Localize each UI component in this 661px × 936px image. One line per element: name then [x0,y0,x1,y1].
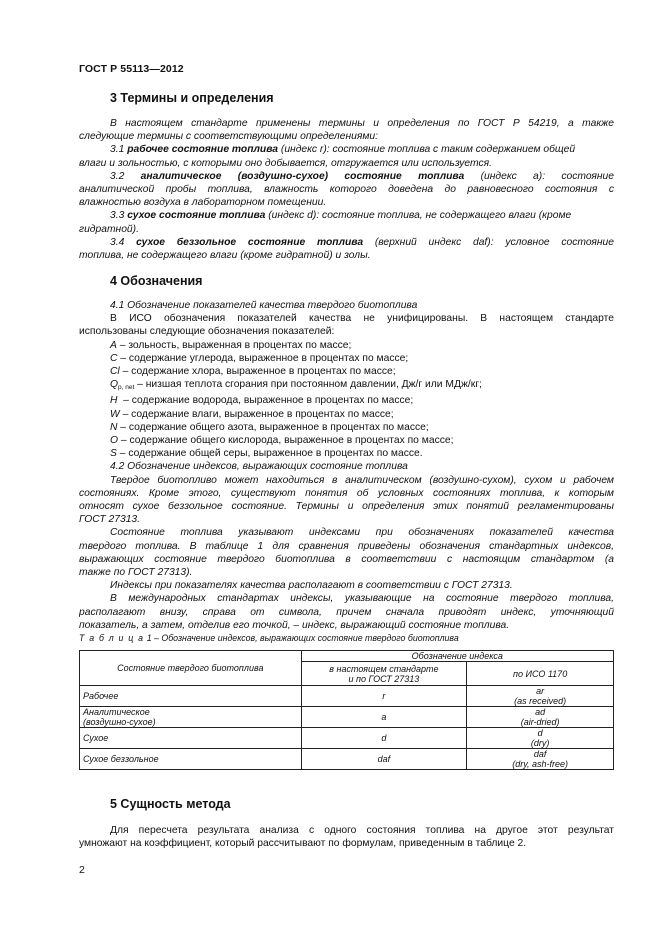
header-iso: по ИСО 1170 [467,662,614,686]
cell-iso-line: d [537,728,543,738]
symbol: Q [110,379,119,391]
subsection-4-2: 4.2 Обозначение индексов, выражающих состояние топлива [110,461,408,473]
term-text: (индекс a): состояние [480,170,614,182]
table-row [80,749,614,770]
header-gost [301,662,467,686]
text-line: выражающих состояние твердого биотоплива в соответствии с настоящим стандартом (а [79,553,614,565]
term-text: (индекс r): состояние топлива с таким содержанием общей [280,144,576,156]
cell-iso-line: ar [536,686,545,696]
cell-iso-line: daf [533,749,547,759]
text-line: умножают на коэффициент, который рассчитывают по формулам, приведенным в таблице 2. [79,838,527,850]
symbol-item [79,421,614,434]
header-index-group: Обозначение индекса [301,651,613,662]
symbol-description: – содержание влаги, выраженное в процентах по массе; [119,408,394,420]
cell-state [80,749,302,770]
table-row [80,728,614,749]
page-number: 2 [79,864,85,876]
symbol-item [79,394,614,407]
symbol-description: – содержание хлора, выраженное в процентах по массе; [119,366,396,378]
symbol-item [79,352,614,365]
symbol-item [79,447,614,460]
cell-iso-line: (air-dried) [520,717,560,727]
symbol-description: – низшая теплота сгорания при постоянном давлении, Дж/г или МДж/кг; [134,379,482,391]
term-number: 3.4 [110,236,125,248]
section-4-body [79,299,614,632]
symbol: O [110,435,119,447]
symbol-item [79,365,614,378]
cell-state-line: Аналитическое [83,707,150,717]
symbol: C [110,352,118,364]
text-line: Индексы при показателях качества располагают в соответствии с ГОСТ 27313. [110,580,513,592]
term-name: аналитическое (воздушно-сухое) состояние топлива [140,170,465,182]
text-line: гидратной). [79,223,139,235]
document-header: ГОСТ Р 55113—2012 [79,63,184,75]
cell-iso-index [467,728,614,749]
term-3-3 [79,209,614,222]
symbol-description: – содержание углерода, выраженное в процентах по массе; [117,352,409,364]
text-line: аналитической пробы топлива, влажность которого доведена до равновесного состояния с [79,184,614,196]
symbol: H [110,395,118,407]
text-line: состояниях. Кроме этого, существуют понятия об условных состояниях топлива, к которым [79,487,614,499]
cell-state-line: Сухое беззольное [83,754,159,764]
text-line: Состояние топлива указывают индексами при обозначениях показателей качества [110,527,614,539]
term-name: сухое состояние топлива [127,210,266,222]
section-3-title: 3 Термины и определения [110,91,274,105]
section-3-body [79,117,614,262]
text-line: располагают внизу, справа от символа, причем сначала приводят индекс, уточняющий [79,606,614,618]
cell-gost-index: a [301,707,467,728]
cell-gost-index: r [301,686,467,707]
text-line: использованы следующие обозначения показателей: [79,326,335,338]
term-3-2 [79,170,614,183]
header-gost-line: и по ГОСТ 27313 [348,673,420,684]
symbol: W [110,408,120,420]
text-line: топлива, не содержащего влаги (кроме гидратной) и золы. [79,250,371,262]
symbol: S [110,448,117,460]
text-line: Твердое биотопливо может находиться в аналитическом (воздушно-сухом), сухом и рабочем [110,474,614,486]
text-line: В ИСО обозначения показателей качества не унифицированы. В настоящем стандарте [110,313,614,325]
symbol-list [79,339,614,461]
section-5-title: 5 Сущность метода [110,797,231,811]
table-row [80,707,614,728]
symbol: Cl [110,366,120,378]
cell-iso-line: (dry, ash-free) [512,759,569,769]
cell-state-line: Сухое [83,733,109,743]
term-3-4 [79,236,614,249]
text-line: показатель, а затем, отделив его точкой, – индекс, выражающий состояние топлива. [79,619,510,631]
cell-iso-line: (as received) [514,696,567,706]
term-text: (верхний индекс daf): условное состояние [374,236,614,248]
term-name: сухое беззольное состояние топлива [136,236,364,248]
symbol-item [79,339,614,352]
text-line: влажностью воздуха в лабораторном помещении. [79,197,327,209]
symbol-description: – содержание общего кислорода, выраженное в процентах по массе; [118,435,454,447]
cell-state [80,686,302,707]
term-number: 3.2 [110,170,125,182]
symbol-item [79,378,614,394]
symbol-description: – зольность, выраженная в процентах по массе; [116,339,352,351]
term-name: рабочее состояние топлива [127,144,279,156]
text-line: влаги и зольностью, с которыми оно добывается, отгружается или используется. [79,157,493,169]
term-number: 3.3 [110,210,125,222]
symbol-description: – содержание водорода, выраженное в процентах по массе; [117,395,414,407]
symbol-subscript: p, net [118,384,135,392]
symbol: A [110,339,117,351]
cell-state [80,728,302,749]
text-line: В настоящем стандарте применены термины и определения по ГОСТ Р 54219, а также [110,118,614,129]
index-table [79,650,614,770]
text-line: также по ГОСТ 27313). [79,567,193,579]
symbol: N [110,421,118,433]
text-line: В международных стандартах индексы, указывающие на состояние твердого топлива, [110,593,614,605]
table-row [80,686,614,707]
symbol-description: – содержание общего азота, выраженное в процентах по массе; [117,421,429,433]
section-5-body [79,824,614,850]
cell-iso-line: (dry) [530,738,550,748]
cell-iso-line: ad [535,707,546,717]
cell-state-line: (воздушно-сухое) [83,717,156,727]
text-line: относят сухое беззольное состояние. Термины и определения этих понятий регламентированы [79,501,614,513]
cell-iso-index [467,749,614,770]
subsection-4-1: 4.1 Обозначение показателей качества твердого биотоплива [110,300,418,311]
header-gost-line: в настоящем стандарте [329,663,439,674]
table-caption-lead: Т а б л и ц а [79,633,145,643]
text-line: твердого топлива. В таблице 1 для сравнения приведены обозначения стандартных индексов, [79,540,614,552]
term-text: (индекс d): состояние топлива, не содержащего влаги (кроме [268,210,572,222]
term-3-1 [79,143,614,156]
cell-gost-index: daf [301,749,467,770]
table-caption-text: 1 – Обозначение индексов, выражающих состояние твердого биотоплива [144,633,459,643]
term-number: 3.1 [110,144,125,156]
cell-iso-index [467,686,614,707]
table-caption [79,633,459,643]
text-line: ГОСТ 27313. [79,514,141,526]
symbol-item [79,408,614,421]
cell-gost-index: d [301,728,467,749]
header-state: Состояние твердого биотоплива [80,651,302,686]
section-4-title: 4 Обозначения [110,274,203,288]
cell-iso-index [467,707,614,728]
symbol-description: – содержание общей серы, выраженное в процентах по массе. [116,448,423,460]
cell-state-line: Рабочее [83,691,119,701]
symbol-item [79,434,614,447]
cell-state [80,707,302,728]
text-line: следующие термины с соответствующими определениями: [79,131,378,143]
text-line: Для пересчета результата анализа с одного состояния топлива на другое этот результат [110,825,614,836]
